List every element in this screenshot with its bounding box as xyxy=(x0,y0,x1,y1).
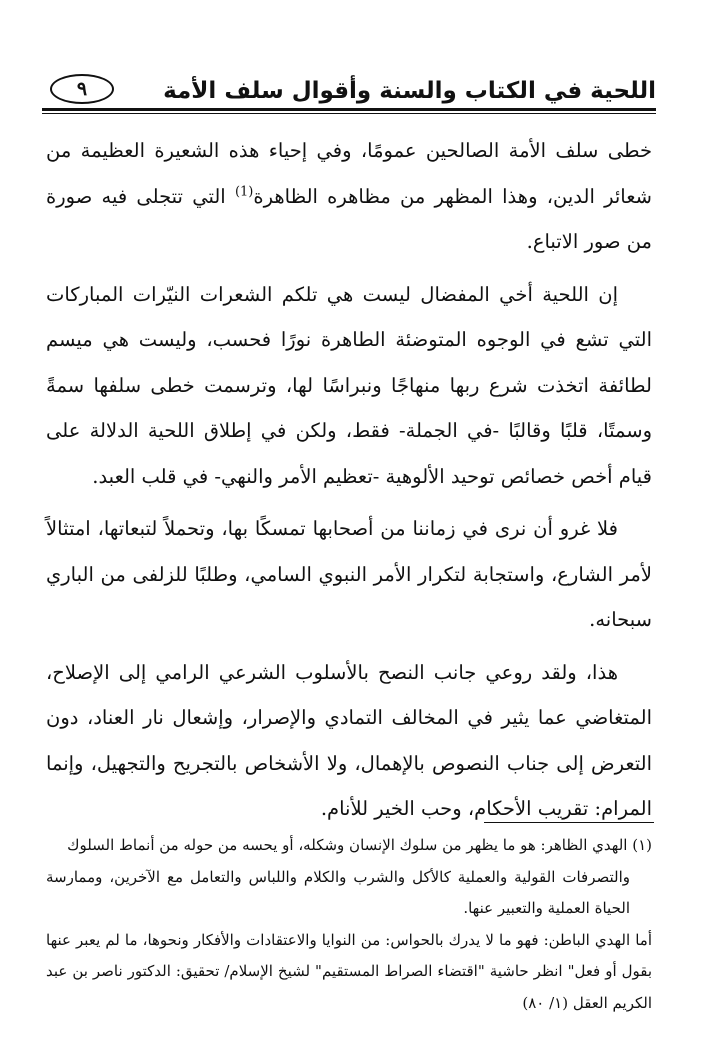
footnote-1-inner-guidance: أما الهدي الباطن: فهو ما لا يدرك بالحواس: من النوايا والاعتقادات والأفكار ونحوها، ما لم يعبر عنها بقول أو فعل" انظر حاشية "اقتضاء الصراط المستقيم" لشيخ الإسلام/ تحقيق: الدكتور ناصر بن عبد الكريم العقل (١/ ٨٠) xyxy=(46,930,652,1012)
page-number: ٩ xyxy=(50,74,114,104)
paragraph-1-text: خطى سلف الأمة الصالحين عمومًا، وفي إحياء هذه الشعيرة العظيمة من شعائر الدين، وهذا المظهر من مظاهره الظاهرة xyxy=(46,139,652,208)
header-rule xyxy=(42,108,656,111)
footnote-ref: (1) xyxy=(234,184,254,199)
paragraph-3: فلا غرو أن نرى في زماننا من أصحابها تمسكًا بها، وتحملاً لتبعاتها، امتثالاً لأمر الشارع، واستجابة لتكرار الأمر النبوي السامي، وطلبًا للزلفى من الباري سبحانه. xyxy=(46,517,652,631)
paragraph-2: إن اللحية أخي المفضال ليست هي تلكم الشعرات النيّرات المباركات التي تشع في الوجوه المتوضئة الطاهرة نورًا فحسب، وليست هي ميسم لطائفة اتخذت شرع ربها منهاجًا ونبراسًا لها، وترسمت خطى سلفها سمةً وسمتًا، قلبًا وقالبًا -في الجملة- فقط، ولكن في إطلاق اللحية الدلالة على قيام أخص خصائص توحيد الألوهية -تعظيم الأمر والنهي- في قلب العبد. xyxy=(46,282,652,488)
paragraph-1 xyxy=(46,128,652,265)
header-rule-thin xyxy=(42,113,656,114)
paragraph-4: هذا، ولقد روعي جانب النصح بالأسلوب الشرعي الرامي إلى الإصلاح، المتغاضي عما يثير في المخالف التمادي والإصرار، وإشعال نار العناد، دون التعرض إلى جناب النصوص بالإهمال، ولا الأشخاص بالتجريح والتجهيل، وإنما المرام: تقريب الأحكام، وحب الخير للأنام. xyxy=(46,660,652,820)
book-title: اللحية في الكتاب والسنة وأقوال سلف الأمة xyxy=(163,78,656,104)
main-text xyxy=(46,128,652,839)
paragraph-1-text-end: التي تتجلى فيه صورة من صور الاتباع. xyxy=(46,184,652,253)
footnote-1-continued: والتصرفات القولية والعملية كالأكل والشرب والكلام واللباس والتعامل مع الآخرين، وممارسة الحياة العملية والتعبير عنها. xyxy=(46,867,630,917)
footnote-1: (١) الهدي الظاهر: هو ما يظهر من سلوك الإنسان وشكله، أو يحسه من حوله من أنماط السلوك xyxy=(67,836,652,854)
footnote-divider xyxy=(484,822,654,823)
footnotes xyxy=(46,830,652,1019)
running-header xyxy=(42,72,656,116)
